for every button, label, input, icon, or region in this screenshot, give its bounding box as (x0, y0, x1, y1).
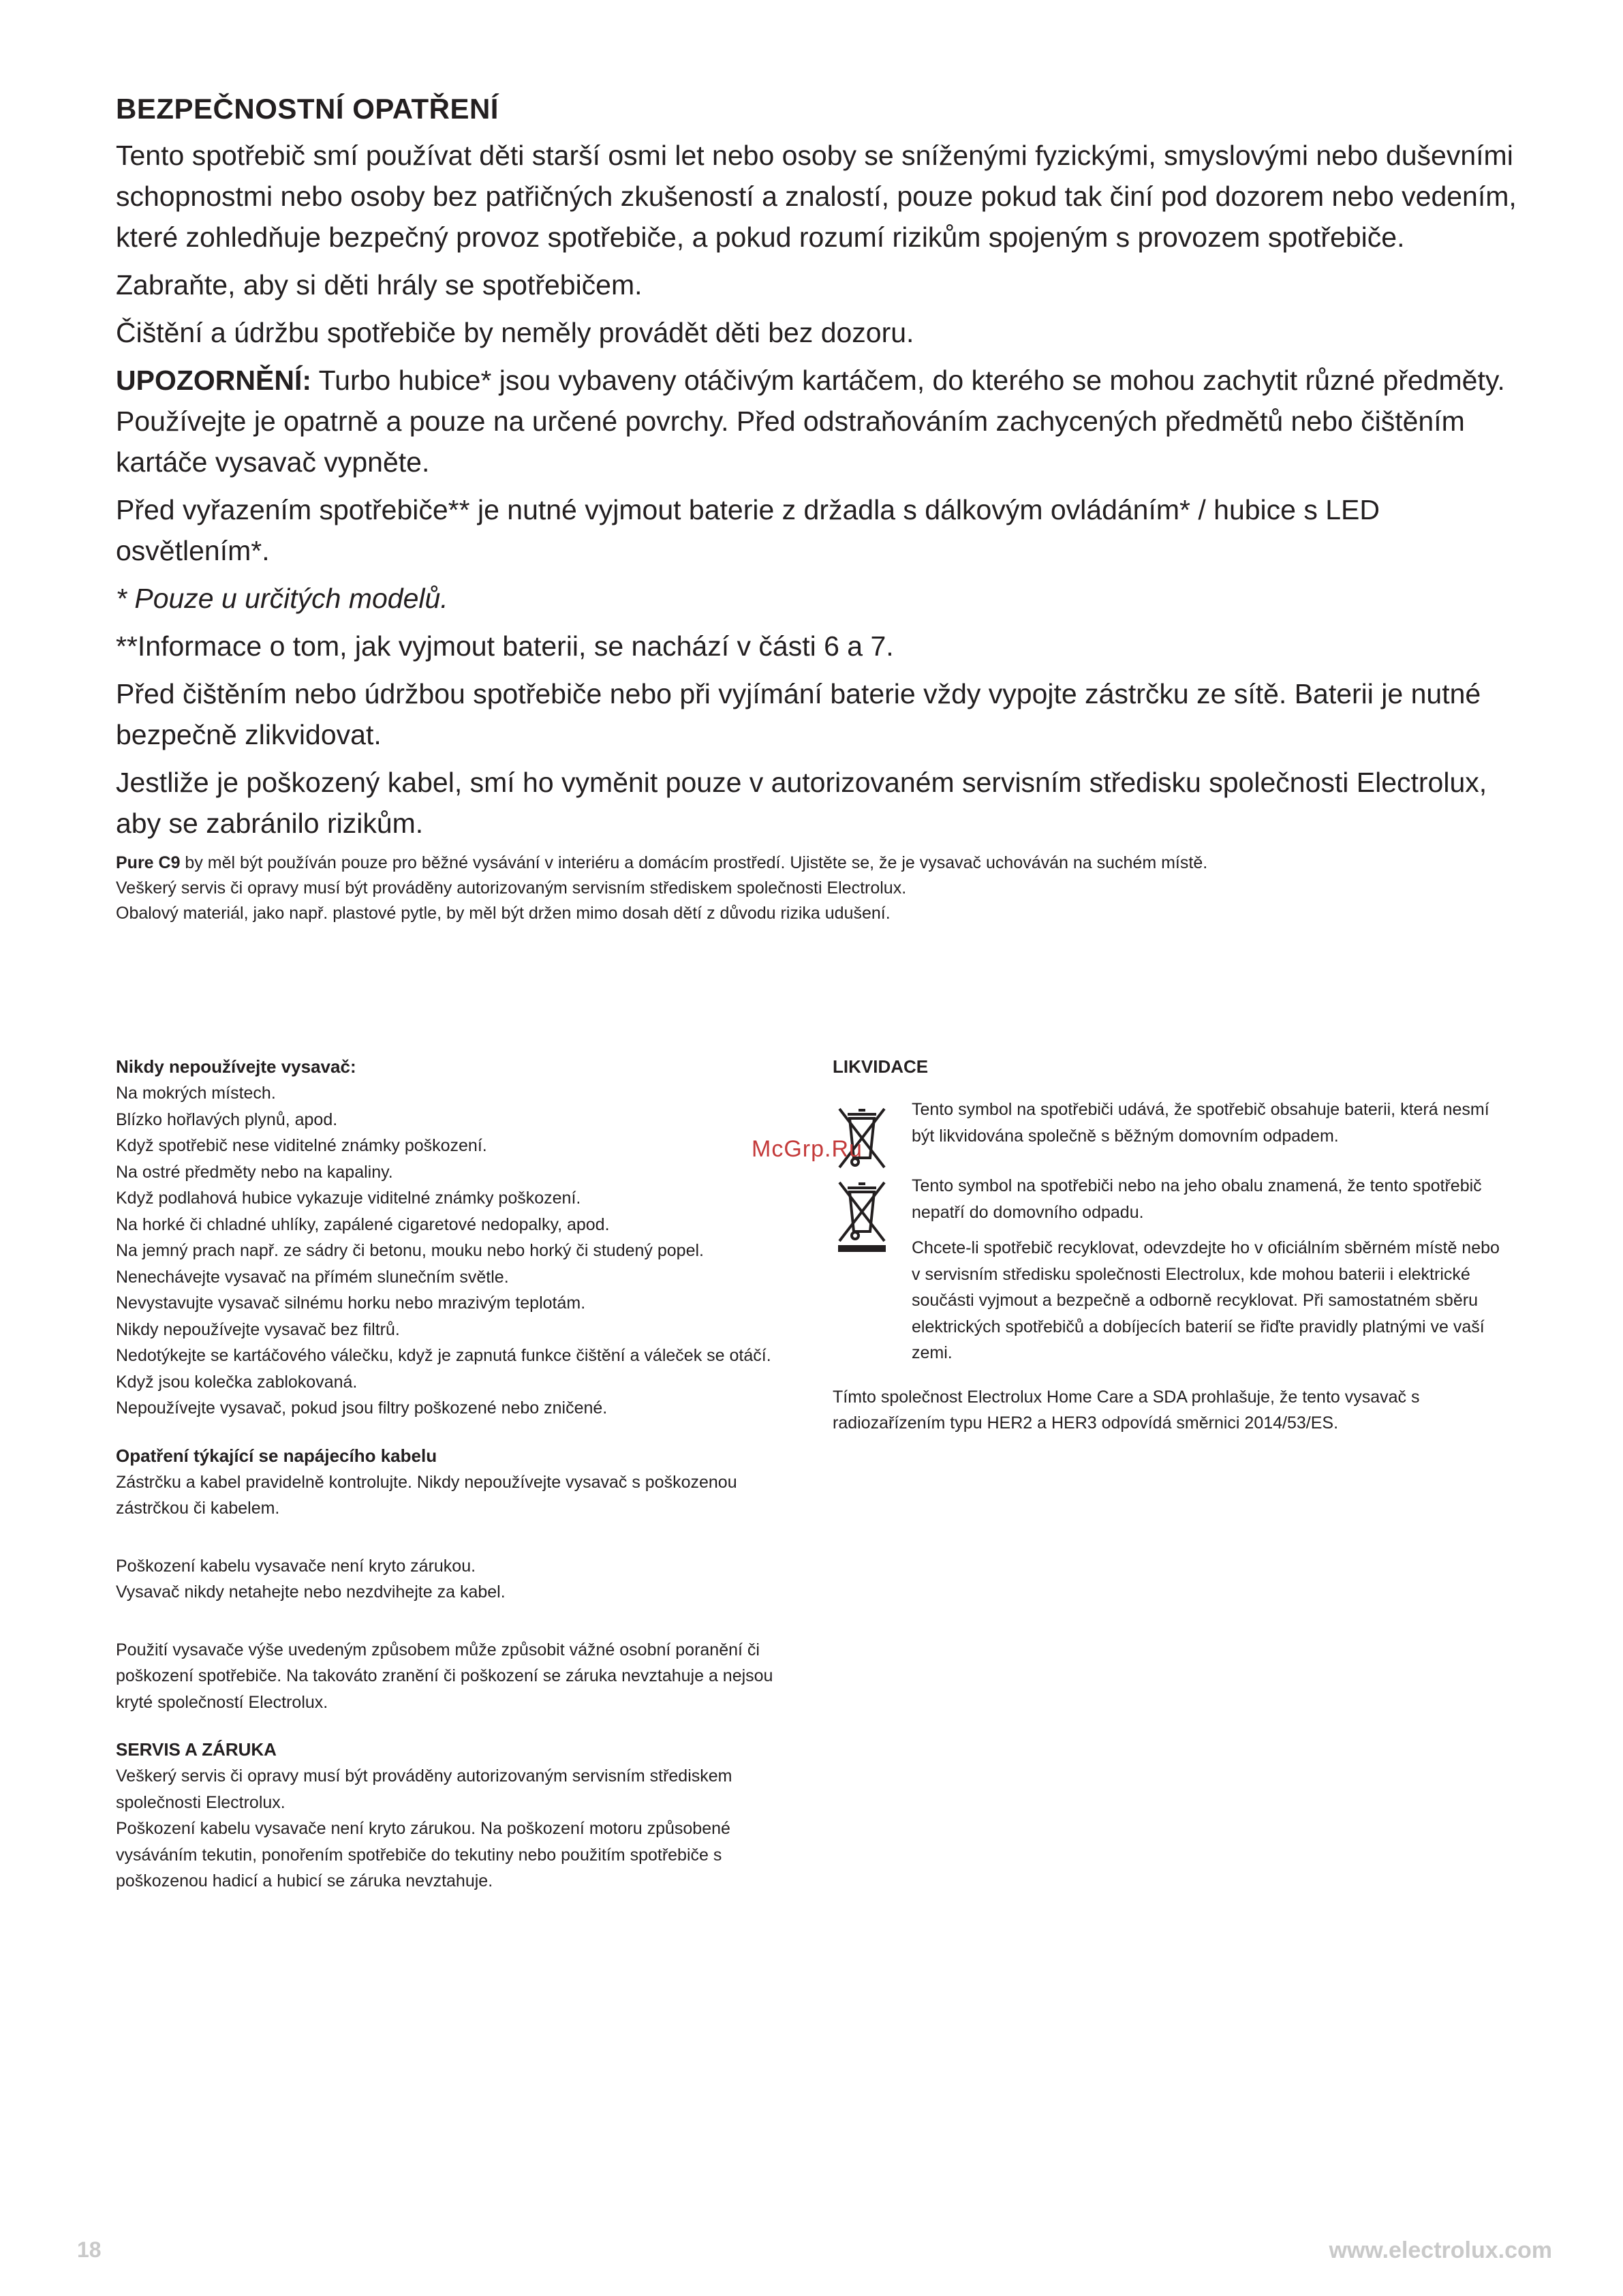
list-item: Když spotřebič nese viditelné známky poškození. (116, 1136, 487, 1155)
safety-paragraph-cleaning: Čištění a údržbu spotřebiče by neměly provádět děti bez dozoru. (116, 317, 914, 348)
safety-small-service: Veškerý servis či opravy musí být prováděny autorizovaným servisním střediskem společnosti Electrolux. (116, 878, 907, 898)
list-item: Nevystavujte vysavač silnému horku nebo mrazivým teplotám. (116, 1294, 586, 1313)
conformity-declaration: Tímto společnost Electrolux Home Care a SDA prohlašuje, že tento vysavač s radiozařízením typu HER2 a HER3 odpovídá směrnici 2014/53/ES. (833, 1387, 1420, 1433)
warning-text: Turbo hubice* jsou vybaveny otáčivým kartáčem, do kterého se mohou zachytit různé předměty. Používejte je opatrně a pouze na určené povrchy. Před odstraňováním zachycených předmětů nebo čištěním kartáče vysavač vypněte. (116, 365, 1505, 478)
safety-paragraph-unplug: Před čištěním nebo údržbou spotřebiče nebo při vyjímání baterie vždy vypojte zástrčku ze sítě. Baterii je nutné bezpečně zlikvidovat. (116, 678, 1481, 750)
safety-paragraph-play: Zabraňte, aby si děti hrály se spotřebičem. (116, 269, 643, 301)
safety-paragraph-battery-removal: Před vyřazením spotřebiče** je nutné vyjmout baterie z držadla s dálkovým ovládáním* / hubice s LED osvětlením*. (116, 494, 1380, 566)
battery-symbol-text: Tento symbol na spotřebiči udává, že spotřebič obsahuje baterii, která nesmí být likvidována společně s běžným domovním odpadem. (912, 1100, 1489, 1146)
list-item: Když podlahová hubice vykazuje viditelné známky poškození. (116, 1189, 581, 1208)
cable-paragraph-check: Zástrčku a kabel pravidelně kontrolujte. Nikdy nepoužívejte vysavač s poškozenou zástrčkou či kabelem. (116, 1472, 737, 1518)
safety-paragraph-children: Tento spotřebič smí používat děti starší osmi let nebo osoby se sníženými fyzickými, smyslovými nebo duševními schopnostmi nebo osoby bez patřičných zkušeností a znalostí, pouze pokud tak činí pod dozorem nebo vedením, které zohledňuje bezpečný provoz spotřebiče, a pokud rozumí rizikům spojeným s provozem spotřebiče. (116, 140, 1517, 253)
weee-symbol-row (833, 1173, 1507, 1366)
warning-label: UPOZORNĚNÍ: (116, 365, 311, 396)
list-item: Na mokrých místech. (116, 1084, 276, 1103)
safety-section (116, 87, 1530, 926)
battery-symbol-row (833, 1097, 1507, 1165)
usage-text: by měl být používán pouze pro běžné vysávání v interiéru a domácím prostředí. Ujistěte se, že je vysavač uchováván na suchém místě. (180, 853, 1208, 872)
weee-symbol-text: Tento symbol na spotřebiči nebo na jeho obalu znamená, že tento spotřebič nepatří do domovního odpadu. (912, 1176, 1482, 1222)
safety-note-models: * Pouze u určitých modelů. (116, 583, 448, 614)
list-item: Na ostré předměty nebo na kapaliny. (116, 1162, 393, 1182)
cable-title: Opatření týkající se napájecího kabelu (116, 1445, 437, 1466)
footer-url[interactable]: www.electrolux.com (1329, 2237, 1552, 2263)
never-use-list (116, 1080, 804, 1422)
list-item: Když jsou kolečka zablokovaná. (116, 1372, 358, 1392)
list-item: Nedotýkejte se kartáčového válečku, když je zapnutá funkce čištění a váleček se otáčí. (116, 1346, 771, 1365)
model-name: Pure C9 (116, 853, 181, 872)
page-number: 18 (77, 2237, 102, 2262)
page-title: BEZPEČNOSTNÍ OPATŘENÍ (116, 93, 499, 125)
safety-small-usage (116, 851, 1530, 876)
safety-warning (116, 360, 1530, 483)
service-title: SERVIS A ZÁRUKA (116, 1739, 277, 1760)
list-item: Na horké či chladné uhlíky, zapálené cigaretové nedopalky, apod. (116, 1214, 610, 1234)
watermark: McGrp.Ru (752, 1136, 863, 1162)
service-paragraph-warranty: Poškození kabelu vysavače není kryto zárukou. Na poškození motoru způsobené vysáváním tekutin, ponořením spotřebiče do tekutiny nebo použitím spotřebiče s poškozenou hadicí a hubicí se záruka nevztahuje. (116, 1819, 730, 1891)
never-use-title: Nikdy nepoužívejte vysavač: (116, 1056, 356, 1077)
list-item: Blízko hořlavých plynů, apod. (116, 1109, 338, 1129)
right-column (833, 1053, 1507, 1437)
safety-small-packaging: Obalový materiál, jako např. plastové pytle, by měl být držen mimo dosah dětí z důvodu rizika udušení. (116, 904, 891, 923)
list-item: Nenechávejte vysavač na přímém slunečním světle. (116, 1267, 509, 1287)
cable-paragraph-pull: Vysavač nikdy netahejte nebo nezdvihejte za kabel. (116, 1582, 506, 1602)
disposal-title: LIKVIDACE (833, 1056, 929, 1077)
service-paragraph-authorized: Veškerý servis či opravy musí být prováděny autorizovaným servisním střediskem společnosti Electrolux. (116, 1766, 732, 1812)
list-item: Na jemný prach např. ze sádry či betonu, mouku nebo horký či studený popel. (116, 1241, 704, 1260)
weee-bin-icon (833, 1178, 891, 1253)
cable-paragraph-warranty: Poškození kabelu vysavače není kryto zárukou. (116, 1556, 476, 1576)
cable-paragraph-injury: Použití vysavače výše uvedeným způsobem může způsobit vážné osobní poranění či poškození spotřebiče. Na takováto zranění či poškození se záruka nevztahuje a nejsou kryté společností Electrolux. (116, 1640, 773, 1712)
recycle-text: Chcete-li spotřebič recyklovat, odevzdejte ho v oficiálním sběrném místě nebo v servisním středisku společnosti Electrolux, kde mohou baterii i elektrické součásti vyjmout a bezpečně a odborně recyklovat. Při samostatném sběru elektrických spotřebičů a dobíjecích baterií se řiďte pravidly platnými ve vaší zemi. (912, 1238, 1500, 1362)
left-column (116, 1053, 804, 1895)
safety-note-battery-info: **Informace o tom, jak vyjmout baterii, se nachází v části 6 a 7. (116, 630, 894, 662)
safety-paragraph-cable: Jestliže je poškozený kabel, smí ho vyměnit pouze v autorizovaném servisním středisku společnosti Electrolux, aby se zabránilo rizikům. (116, 767, 1487, 839)
list-item: Nikdy nepoužívejte vysavač bez filtrů. (116, 1319, 400, 1339)
list-item: Nepoužívejte vysavač, pokud jsou filtry poškozené nebo zničené. (116, 1398, 608, 1418)
